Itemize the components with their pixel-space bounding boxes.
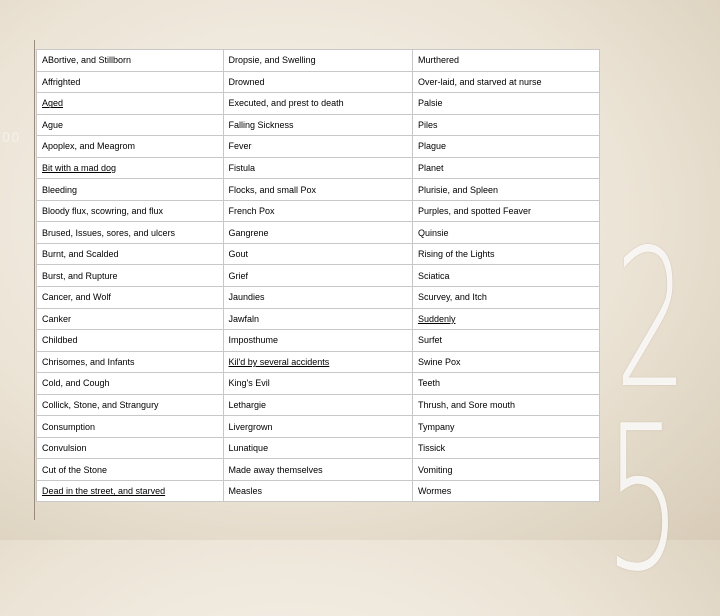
table-row xyxy=(37,351,600,373)
cause-label: Dead in the street, and starved xyxy=(42,486,166,497)
table-cell xyxy=(412,200,599,222)
table-cell xyxy=(37,351,224,373)
cause-label: Plurisie, and Spleen xyxy=(417,184,499,195)
table-cell xyxy=(37,71,224,93)
cause-label: Aged xyxy=(42,98,64,109)
table-row xyxy=(37,394,600,416)
cause-label: Collick, Stone, and Strangury xyxy=(42,400,159,411)
table-cell xyxy=(223,373,412,395)
cause-label: Burnt, and Scalded xyxy=(42,249,119,260)
table-cell xyxy=(412,351,599,373)
cause-label: Imposthume xyxy=(228,335,279,346)
cause-label: Falling Sickness xyxy=(228,119,294,130)
table-cell xyxy=(37,50,224,72)
cause-label: Jawfaln xyxy=(228,313,260,324)
cause-label: Affrighted xyxy=(42,76,81,87)
table-cell xyxy=(412,480,599,502)
table-row xyxy=(37,265,600,287)
table-cell xyxy=(37,287,224,309)
cause-label: Suddenly xyxy=(417,313,456,324)
cause-label: Dropsie, and Swelling xyxy=(228,55,316,66)
cause-label: Plague xyxy=(417,141,446,152)
cause-label: Chrisomes, and Infants xyxy=(42,356,135,367)
cause-label: Teeth xyxy=(417,378,440,389)
cause-label: Fever xyxy=(228,141,252,152)
causes-of-death-table xyxy=(36,49,600,502)
cause-label: Ague xyxy=(42,119,64,130)
table-cell xyxy=(223,50,412,72)
table-cell xyxy=(412,373,599,395)
cause-label: Cold, and Cough xyxy=(42,378,110,389)
table-row xyxy=(37,222,600,244)
table-cell xyxy=(412,243,599,265)
table-row xyxy=(37,114,600,136)
table-cell xyxy=(37,243,224,265)
table-cell xyxy=(37,200,224,222)
table-cell xyxy=(37,114,224,136)
cause-label: Sciatica xyxy=(417,270,450,281)
table-cell xyxy=(412,330,599,352)
table-cell xyxy=(412,50,599,72)
table-row xyxy=(37,373,600,395)
cause-label: Executed, and prest to death xyxy=(228,98,344,109)
table-cell xyxy=(223,222,412,244)
cause-label: Over-laid, and starved at nurse xyxy=(417,76,542,87)
table-row xyxy=(37,416,600,438)
cause-label: ABortive, and Stillborn xyxy=(42,55,132,66)
table-row xyxy=(37,480,600,502)
cause-label: Drowned xyxy=(228,76,265,87)
table-cell xyxy=(223,200,412,222)
table-cell xyxy=(412,136,599,158)
table-cell xyxy=(223,480,412,502)
cause-label: Quinsie xyxy=(417,227,449,238)
cause-label: Brused, Issues, sores, and ulcers xyxy=(42,227,176,238)
cause-label: Lunatique xyxy=(228,443,269,454)
side-number: 00 xyxy=(2,131,21,146)
cause-label: Gangrene xyxy=(228,227,269,238)
table-row xyxy=(37,243,600,265)
decorative-number-5: 5 xyxy=(605,383,682,616)
cause-label: Planet xyxy=(417,163,444,173)
table-cell xyxy=(412,416,599,438)
cause-label: Murthered xyxy=(417,55,459,66)
table-cell xyxy=(223,157,412,179)
cause-label: Wormes xyxy=(417,486,452,497)
table-cell xyxy=(223,351,412,373)
table-cell xyxy=(412,179,599,201)
cause-label: King's Evil xyxy=(228,378,270,389)
table-cell xyxy=(223,330,412,352)
cause-label: Kil'd by several accidents xyxy=(228,356,330,367)
cause-label: Measles xyxy=(228,486,263,497)
cause-label: Cut of the Stone xyxy=(42,464,108,475)
cause-label: Bit with a mad dog xyxy=(42,163,117,173)
cause-label: Purples, and spotted Feaver xyxy=(417,206,532,217)
table-row xyxy=(37,71,600,93)
table-row xyxy=(37,179,600,201)
table-cell xyxy=(412,114,599,136)
table-cell xyxy=(223,459,412,481)
left-border-line xyxy=(34,40,35,520)
table-cell xyxy=(412,265,599,287)
cause-label: Canker xyxy=(42,313,72,324)
cause-label: Scurvey, and Itch xyxy=(417,292,487,303)
cause-label: Piles xyxy=(417,119,438,130)
cause-label: Rising of the Lights xyxy=(417,249,495,260)
cause-label: Fistula xyxy=(228,163,256,173)
table-cell xyxy=(223,394,412,416)
cause-label: Vomiting xyxy=(417,464,453,475)
table-cell xyxy=(37,480,224,502)
table-cell xyxy=(412,222,599,244)
cause-label: Grief xyxy=(228,270,249,281)
cause-label: Flocks, and small Pox xyxy=(228,184,317,195)
cause-label: Consumption xyxy=(42,421,96,432)
table-row xyxy=(37,437,600,459)
table-cell xyxy=(223,93,412,115)
table-row xyxy=(37,200,600,222)
table-row xyxy=(37,308,600,330)
cause-label: Surfet xyxy=(417,335,442,346)
table-cell xyxy=(412,437,599,459)
table-cell xyxy=(412,394,599,416)
table-cell xyxy=(223,179,412,201)
table-cell xyxy=(412,157,599,179)
cause-label: Apoplex, and Meagrom xyxy=(42,141,136,152)
table-row xyxy=(37,157,600,179)
cause-label: Lethargie xyxy=(228,400,267,411)
decorative-number-2: 2 xyxy=(615,209,688,430)
table-cell xyxy=(223,308,412,330)
table-cell xyxy=(37,93,224,115)
table-cell xyxy=(223,136,412,158)
cause-label: Bloody flux, scowring, and flux xyxy=(42,206,164,217)
table-row xyxy=(37,93,600,115)
cause-label: Gout xyxy=(228,249,249,260)
cause-label: Thrush, and Sore mouth xyxy=(417,400,516,411)
table-row xyxy=(37,459,600,481)
table-cell xyxy=(412,308,599,330)
cause-label: Burst, and Rupture xyxy=(42,270,118,281)
table-row xyxy=(37,330,600,352)
cause-label: Tissick xyxy=(417,443,446,454)
table-row xyxy=(37,50,600,72)
table-cell xyxy=(37,373,224,395)
cause-label: Jaundies xyxy=(228,292,265,303)
table-cell xyxy=(223,287,412,309)
cause-label: Swine Pox xyxy=(417,356,461,367)
cause-label: Livergrown xyxy=(228,421,273,432)
table-cell xyxy=(412,93,599,115)
table-cell xyxy=(37,157,224,179)
cause-label: Tympany xyxy=(417,421,455,432)
cause-label: Convulsion xyxy=(42,443,87,454)
table-cell xyxy=(37,308,224,330)
table-cell xyxy=(37,437,224,459)
cause-label: Bleeding xyxy=(42,184,78,195)
table-cell xyxy=(223,437,412,459)
table-cell xyxy=(412,459,599,481)
table-cell xyxy=(223,416,412,438)
table-row xyxy=(37,136,600,158)
table-cell xyxy=(223,265,412,287)
table-cell xyxy=(37,330,224,352)
cause-label: Palsie xyxy=(417,98,443,109)
table-cell xyxy=(37,416,224,438)
table-cell xyxy=(223,114,412,136)
table-cell xyxy=(223,243,412,265)
table-row xyxy=(37,287,600,309)
table-cell xyxy=(412,71,599,93)
table-cell xyxy=(37,394,224,416)
table-cell xyxy=(223,71,412,93)
table-cell xyxy=(37,265,224,287)
cause-label: Made away themselves xyxy=(228,464,323,475)
table-cell xyxy=(37,179,224,201)
table-cell xyxy=(412,287,599,309)
table-cell xyxy=(37,136,224,158)
cause-label: Cancer, and Wolf xyxy=(42,292,111,303)
cause-label: Childbed xyxy=(42,335,78,346)
table-cell xyxy=(37,459,224,481)
table-cell xyxy=(37,222,224,244)
cause-label: French Pox xyxy=(228,206,275,217)
